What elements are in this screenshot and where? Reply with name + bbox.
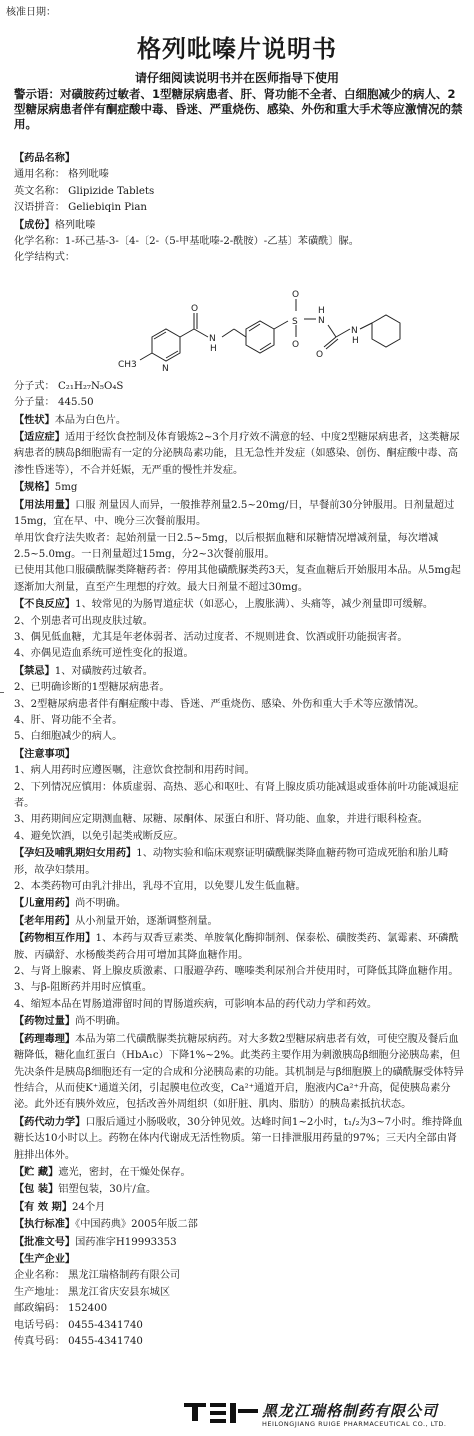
- leaflet-paragraph: [14, 531, 466, 564]
- structure-atom: N: [162, 363, 169, 374]
- section-heading: 【药品名称】: [14, 152, 76, 164]
- section-text: 传真号码： 0455-4341740: [14, 1336, 143, 1347]
- leaflet-paragraph: [14, 879, 466, 895]
- leaflet-paragraph: [14, 1318, 466, 1334]
- leaflet-paragraph: [14, 930, 466, 964]
- leaflet-paragraph: [14, 1181, 466, 1198]
- structure-atom: N: [209, 333, 216, 344]
- section-text: 通用名称： 格列吡嗪: [14, 169, 109, 181]
- leaflet-paragraph: [14, 630, 466, 646]
- section-text: 1、对磺胺药过敏者。: [54, 665, 153, 677]
- section-heading: 【生产企业】: [14, 1252, 76, 1265]
- structure-atom: H: [318, 305, 325, 316]
- section-text: 化学名称：1-环己基-3-〔4-〔2-（5-甲基吡嗪-2-酰胺）-乙基〕苯磺酰〕脲。: [14, 236, 359, 248]
- section-text: 3、用药期间应定期测血糖、尿糖、尿酮体、尿蛋白和肝、肾功能、血象，并进行眼科检查。: [14, 814, 428, 826]
- page-subtitle: 请仔细阅读说明书并在医师指导下使用: [134, 71, 339, 85]
- section-text: 分子式： C₂₁H₂₇N₅O₄S: [14, 380, 124, 392]
- section-text: 企业名称： 黑龙江瑞格制药有限公司: [14, 1270, 181, 1282]
- section-heading: 【禁忌】: [14, 664, 55, 677]
- leaflet-paragraph: [14, 1268, 466, 1284]
- section-heading: 【用法用量】: [14, 498, 76, 511]
- section-text: 4、避免饮酒，以免引起类戒断反应。: [14, 830, 184, 842]
- leaflet-paragraph: [14, 614, 466, 630]
- leaflet-paragraph: [14, 1334, 466, 1350]
- leaflet-paragraph: [14, 1199, 466, 1216]
- structure-atom: O: [292, 339, 300, 350]
- chemical-structure: [14, 267, 466, 379]
- leaflet-paragraph: [14, 997, 466, 1013]
- section-text: 电话号码： 0455-4341740: [14, 1319, 143, 1331]
- section-text: 单用饮食疗法失败者：起始剂量一日2.5~5mg，以后根据血糖和尿糖情况增减剂量，每次增减2.5~5.0mg。一日剂量超过15mg，分2~3次餐前服用。: [14, 532, 439, 560]
- section-text: 国药准字H19993353: [75, 1236, 177, 1248]
- leaflet-paragraph: [14, 497, 466, 531]
- section-heading: 【儿童用药】: [14, 897, 76, 910]
- leaflet-paragraph: [14, 812, 466, 828]
- section-text: 分子量： 445.50: [14, 397, 94, 409]
- leaflet-body: [14, 150, 466, 1350]
- section-heading: 【注意事项】: [14, 747, 76, 760]
- fold-mark: [0, 692, 4, 693]
- page-title: 格列吡嗪片说明书: [137, 35, 337, 63]
- section-text: 口服后通过小肠吸收，30分钟见效。达峰时间1~2小时，t₁/₂为3~7小时。维持降血糖长达10小时以上。药物在体内代谢成无活性物质。第一日排泄服用药量的97%；三天内全部由肾脏排出体外。: [14, 1116, 463, 1161]
- section-text: 从小剂量开始，逐渐调整剂量。: [75, 915, 218, 927]
- section-text: 4、亦偶见造血系统可逆性变化的报道。: [14, 648, 194, 660]
- section-text: 《中国药典》2005年版二部: [75, 1219, 198, 1231]
- section-text: 1、较常见的为肠胃道症状（如恶心，上腹胀满）、头痛等，减少剂量即可缓解。: [75, 599, 434, 611]
- leaflet-paragraph: [14, 150, 466, 167]
- leaflet-paragraph: [14, 412, 466, 429]
- leaflet-paragraph: [14, 1251, 466, 1268]
- leaflet-paragraph: [14, 234, 466, 250]
- section-text: 5、白细胞减少的病人。: [14, 731, 123, 743]
- section-text: 生产地址： 黑龙江省庆安县东城区: [14, 1286, 171, 1298]
- section-heading: 【性状】: [14, 413, 55, 426]
- leaflet-paragraph: [14, 563, 466, 596]
- leaflet-paragraph: [14, 1031, 466, 1114]
- section-text: 本品为第二代磺酰脲类抗糖尿病药。对大多数2型糖尿病患者有效，可使空腹及餐后血糖降低，糖化血红蛋白（HbA₁c）下降1%~2%。此类药主要作用为刺激胰岛β细胞分泌胰岛素，但先决条件是胰岛β细胞还有一定的合成和分泌胰岛素的功能。其机制是与β细胞膜上的磺酰脲受体特异性结合，从而使K⁺通道关闭，引起膜电位改变，Ca²⁺通道开启，胞液内Ca²⁺升高，促使胰岛素分泌。此外还有胰外效应，包括改善外周组织（如肝脏、肌肉、脂肪）的胰岛素抵抗状态。: [14, 1033, 464, 1111]
- section-heading: 【不良反应】: [14, 598, 76, 611]
- section-text: 4、缩短本品在胃肠道滞留时间的胃肠道疾病，可影响本品的药代动力学和药效。: [14, 998, 378, 1010]
- leaflet-paragraph: [14, 895, 466, 912]
- leaflet-paragraph: [14, 680, 466, 696]
- chemical-structure-drawing: [14, 267, 466, 379]
- section-text: 5mg: [54, 482, 78, 494]
- section-heading: 【适应症】: [14, 431, 65, 444]
- leaflet-paragraph: [14, 395, 466, 411]
- section-text: 尚不明确。: [75, 1016, 127, 1028]
- section-text: 3、与β-阻断药并用时应慎重。: [14, 982, 153, 994]
- leaflet-paragraph: [14, 713, 466, 729]
- section-text: 英文名称： Glipizide Tablets: [14, 185, 155, 197]
- leaflet-paragraph: [14, 596, 466, 613]
- leaflet-paragraph: [14, 746, 466, 763]
- leaflet-paragraph: [14, 1285, 466, 1301]
- section-heading: 【药物过量】: [14, 1015, 76, 1028]
- structure-atom: O: [191, 303, 199, 314]
- approval-date-label: 核准日期：: [6, 7, 56, 18]
- leaflet-paragraph: [14, 1114, 466, 1164]
- company-name-cn: 黑龙江瑞格制药有限公司: [262, 1402, 439, 1420]
- leaflet-paragraph: [14, 829, 466, 845]
- section-text: 2、个别患者可出现皮肤过敏。: [14, 615, 153, 627]
- structure-atom: S: [292, 316, 298, 327]
- leaflet-paragraph: [14, 763, 466, 779]
- leaflet-paragraph: [14, 200, 466, 216]
- structure-atom: CH3: [118, 359, 137, 370]
- leaflet-paragraph: [14, 1234, 466, 1251]
- leaflet-paragraph: [14, 729, 466, 745]
- warning-text: 警示语：对磺胺药过敏者、1型糖尿病患者、肝、肾功能不全者、白细胞减少的病人、2型糖尿病患者伴有酮症酸中毒、昏迷、严重烧伤、感染、外伤和重大手术等应激情况的禁用。: [14, 87, 463, 131]
- leaflet-paragraph: [14, 184, 466, 200]
- section-text: 2、本类药物可由乳汁排出，乳母不宜用，以免婴儿发生低血糖。: [14, 881, 306, 893]
- structure-atom: H: [210, 343, 217, 354]
- section-text: 4、肝、肾功能不全者。: [14, 714, 123, 726]
- structure-atom: H: [352, 335, 359, 346]
- leaflet-paragraph: [14, 663, 466, 680]
- section-heading: 【药理毒理】: [14, 1032, 76, 1045]
- section-heading: 【老年用药】: [14, 914, 76, 927]
- leaflet-paragraph: [14, 250, 466, 266]
- section-heading: 【有 效 期】: [14, 1200, 73, 1213]
- leaflet-paragraph: [14, 845, 466, 879]
- section-group-main: [14, 379, 466, 1351]
- leaflet-paragraph: [14, 1301, 466, 1317]
- section-text: 2、已明确诊断的1型糖尿病患者。: [14, 682, 170, 694]
- leaflet-paragraph: [14, 980, 466, 996]
- section-heading: 【成份】: [14, 218, 55, 231]
- section-text: 1、病人用药时应遵医嘱，注意饮食控制和用药时间。: [14, 765, 255, 777]
- section-heading: 【包 装】: [14, 1183, 59, 1196]
- section-text: 24个月: [72, 1201, 106, 1213]
- section-heading: 【规格】: [14, 481, 55, 494]
- section-heading: 【批准文号】: [14, 1235, 76, 1248]
- section-text: 汉语拼音： Geliebiqin Pian: [14, 202, 147, 214]
- leaflet-paragraph: [14, 1216, 466, 1233]
- leaflet-paragraph: [14, 429, 466, 479]
- section-text: 已使用其他口服磺酰脲类降糖药者：停用其他磺酰脲类药3天，复查血糖后开始服用本品。从5mg起逐渐加大剂量，直至产生理想的疗效。最大日剂量不超过30mg。: [14, 565, 461, 593]
- leaflet-paragraph: [14, 780, 466, 813]
- section-text: 格列吡嗪: [54, 219, 96, 231]
- section-text: 尚不明确。: [75, 898, 127, 910]
- leaflet-paragraph: [14, 217, 466, 234]
- section-text: 2、与肾上腺素、肾上腺皮质激素、口服避孕药、噻嗪类利尿剂合并使用时，可降低其降血糖作用。: [14, 966, 459, 978]
- section-heading: 【贮 藏】: [14, 1165, 59, 1178]
- section-heading: 【药代动力学】: [14, 1115, 86, 1128]
- section-text: 邮政编码： 152400: [14, 1303, 108, 1315]
- leaflet-paragraph: [14, 379, 466, 395]
- section-text: 化学结构式：: [14, 252, 76, 264]
- section-heading: 【执行标准】: [14, 1218, 76, 1231]
- section-heading: 【药物相互作用】: [14, 932, 96, 945]
- leaflet-paragraph: [14, 1164, 466, 1181]
- leaflet-paragraph: [14, 1013, 466, 1030]
- section-group-top: [14, 150, 466, 267]
- company-logo-icon: [180, 1399, 260, 1427]
- section-text: 口服 剂量因人而异，一般推荐剂量2.5~20mg/日，早餐前30分钟服用。日剂量超过15mg，宜在早、中、晚分三次餐前服用。: [14, 499, 455, 528]
- leaflet-paragraph: [14, 913, 466, 930]
- leaflet-paragraph: [14, 964, 466, 980]
- section-text: 3、偶见低血糖，尤其是年老体弱者、活动过度者、不规则进食、饮酒或肝功能损害者。: [14, 631, 408, 643]
- leaflet-paragraph: [14, 479, 466, 496]
- section-text: 适用于经饮食控制及体育锻炼2~3个月疗效不满意的轻、中度2型糖尿病患者，这类糖尿病患者的胰岛β细胞需有一定的分泌胰岛素功能，且无急性并发症（如感染、创伤、酮症酸中毒、高渗性昏迷等），不合并妊娠，无严重的慢性并发症。: [14, 432, 460, 476]
- section-text: 本品为白色片。: [54, 414, 127, 426]
- section-text: 1、本药与双香豆素类、单胺氧化酶抑制剂、保泰松、磺胺类药、氯霉素、环磷酰胺、丙磺舒、水杨酸类药合用可增加其降血糖作用。: [14, 933, 459, 961]
- section-heading: 【孕妇及哺乳期妇女用药】: [14, 847, 137, 860]
- section-text: 1、动物实验和临床观察证明磺酰脲类降血糖药物可造成死胎和胎儿畸形，故孕妇禁用。: [14, 848, 449, 876]
- structure-atom: N: [351, 325, 358, 336]
- leaflet-paragraph: [14, 167, 466, 183]
- section-text: 遮光，密封，在干燥处保存。: [58, 1166, 191, 1178]
- leaflet-paragraph: [14, 697, 466, 713]
- section-text: 3、2型糖尿病患者伴有酮症酸中毒、昏迷、严重烧伤、感染、外伤和重大手术等应激情况。: [14, 698, 425, 710]
- structure-atom: O: [316, 349, 324, 360]
- section-text: 铝塑包装，30片/盒。: [58, 1184, 157, 1196]
- structure-atom: O: [292, 289, 300, 300]
- company-name-en: HEILONGJIANG RUIGE PHARMACEUTICAL CO., LTD.: [262, 1420, 447, 1428]
- leaflet-paragraph: [14, 646, 466, 662]
- section-text: 2、下列情况应慎用：体质虚弱、高热、恶心和呕吐、有肾上腺皮质功能减退或垂体前叶功能减退症者。: [14, 781, 459, 809]
- structure-atom: N: [318, 315, 325, 326]
